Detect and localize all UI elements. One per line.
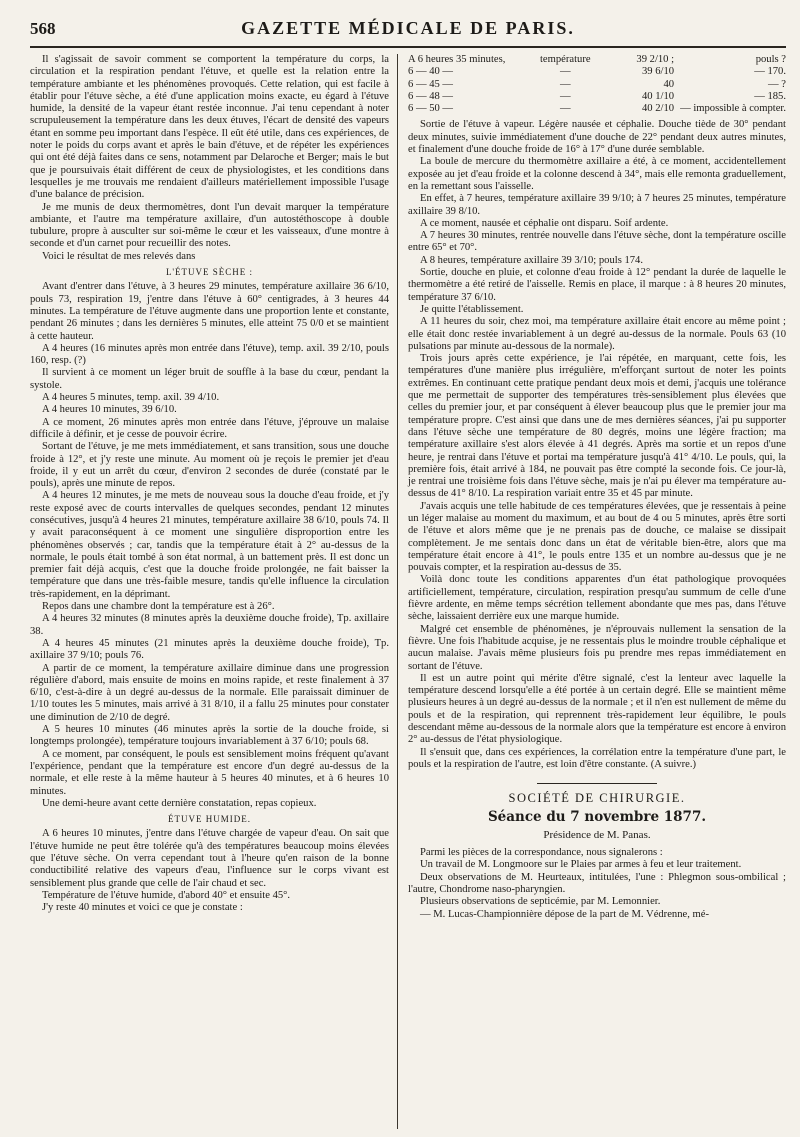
running-title: GAZETTE MÉDICALE DE PARIS. bbox=[241, 18, 575, 38]
paragraph: Un travail de M. Longmoore sur le Plaies par armes à feu et leur traitement. bbox=[420, 859, 742, 871]
paragraph: A 8 heures, température axillaire 39 3/10; pouls 174. bbox=[420, 254, 644, 266]
reading-label: température bbox=[539, 54, 591, 65]
paragraph: A partir de ce moment, la température axillaire diminue dans une progression régulière d'abord, mais ensuite de moins en moins rapide, et reste finalement à 37 6/10, c'est-à-dire à un degré au-dessus de la normale. Elle paraissait diminuer de 1/10 toutes les 5 minutes, mais arrivé à 31 8/10, il a fallu 25 minutes pour constater une diminution de 2/10 de degré. bbox=[30, 662, 389, 723]
right-column bbox=[398, 54, 786, 1129]
paragraph: A 6 heures 10 minutes, j'entre dans l'étuve chargée de vapeur d'eau. On sait que l'étuve humide ne peut être tolérée qu'à des températures beaucoup moins élevées que l'étuve sèche. On verra cependant tout à l'heure qu'en raison de la bonne conductibilité relative des vapeurs d'eau, l'influence sur le corps vivant est sensiblement plus grande que celle de l'air chaud et sec. bbox=[30, 828, 389, 889]
reading-pulse: — 185. bbox=[754, 90, 786, 102]
paragraph: A ce moment, nausée et céphalie ont disparu. Soif ardente. bbox=[420, 217, 669, 229]
paragraph: J'y reste 40 minutes et voici ce que je constate : bbox=[42, 902, 243, 914]
paragraph: Sortie, douche en pluie, et colonne d'eau froide à 12° pendant la durée de laquelle le thermomètre a été retiré de l'aisselle. Remis en place, il marque : à 8 heures 20 minutes, température 37 6/10. bbox=[408, 267, 786, 303]
reading-temperature: 39 2/10 ; bbox=[636, 54, 675, 65]
reading-time: 6 — 40 — bbox=[408, 66, 454, 78]
section-heading-etuve-humide: ÉTUVE HUMIDE. bbox=[168, 814, 251, 825]
paragraph: A 7 heures 30 minutes, rentrée nouvelle dans l'étuve sèche, dont la température oscille entre 65° et 70°. bbox=[408, 230, 786, 254]
reading-row bbox=[408, 103, 786, 115]
paragraph: Une demi-heure avant cette dernière constatation, repas copieux. bbox=[42, 797, 317, 809]
reading-pulse: — impossible à compter. bbox=[680, 103, 786, 115]
reading-row bbox=[408, 91, 786, 103]
paragraph: A 4 heures 10 minutes, 39 6/10. bbox=[42, 404, 177, 416]
reading-time: A 6 heures 35 minutes, bbox=[408, 54, 506, 65]
presidency-line: Présidence de M. Panas. bbox=[543, 828, 651, 841]
paragraph: Température de l'étuve humide, d'abord 40° et ensuite 45°. bbox=[42, 889, 291, 901]
paragraph: Avant d'entrer dans l'étuve, à 3 heures 29 minutes, température axillaire 36 6/10, pouls 73, respiration 19, j'entre dans l'étuve à 60° centigrades, à 3 heures 44 minutes. La température de l'étuve augmente dans une proportion lente et constante, pendant 26 minutes ; dans les dernières 5 minutes, elle atteint 75 0/0 et se maintient à cette hauteur. bbox=[30, 281, 389, 342]
reading-temperature: 40 2/10 bbox=[642, 103, 675, 115]
session-date-heading: Séance du 7 novembre 1877. bbox=[487, 808, 707, 825]
paragraph: J'avais acquis une telle habitude de ces températures élevées, que je ressentais à peine un léger malaise au moment du maximum, et au bout de 4 ou 5 minutes, après être sorti de l'étuve et alors même que je ne prenais pas de douche, ce malaise se dissipait complètement. Je me sentais donc dans un état de véritable bien-être, alors que ma température était encore à 41°, le pouls entre 135 et un nombre au-dessus que je ne pouvais compter, et la respiration au-dessus de 35. bbox=[408, 500, 786, 574]
reading-label: — bbox=[559, 103, 571, 115]
paragraph: A ce moment, 26 minutes après mon entrée dans l'étuve, j'éprouve un malaise difficile à définir, et je cesse de pouvoir écrire. bbox=[30, 416, 389, 440]
paragraph: Trois jours après cette expérience, je l'ai répétée, en marquant, cette fois, les températures d'une manière plus irrégulière, m'efforçant surtout de noter les points extrêmes. En continuant cette pratique pendant deux mois et demi, j'acquis une tolérance que me permettait de supporter des températures très-sensiblement plus élevées que celles du premier jour, et par conséquent à élever beaucoup plus que le premier jour ma température propre. C'est ainsi que dans une de mes dernières séances, j'ai pu supporter dans l'étuve sèche une température de 80 degrés, moins une légère fraction; ma température axillaire s'est alors élevée à 41 degrés. Après ma sortie et un repos d'une heure, je rentrai dans l'étuve et portai ma température jusqu'à 41° 4/10. Le pouls, qui, la première fois, était arrivé à 184, ne pouvait pas être compté la seconde fois. Ce jour-là, je rentrai une troisième fois dans l'étuve sèche, mais je n'ai pu élever ma température au-dessus de 41° 8/10. La respiration variait entre 35 et 45 par minute. bbox=[408, 353, 786, 500]
reading-row bbox=[408, 66, 786, 78]
paragraph: Malgré cet ensemble de phénomènes, je n'éprouvais nullement la sensation de la fièvre. Une fois l'habitude acquise, je ne ressentais plus le moindre trouble céphalique et aucun malaise. J'avais même plusieurs fois pu prendre mes repas immédiatement en sortant de l'étuve. bbox=[408, 623, 786, 672]
section-divider bbox=[537, 783, 657, 784]
reading-temperature: 40 1/10 bbox=[642, 90, 675, 102]
paragraph: Voici le résultat de mes relevés dans bbox=[42, 250, 196, 262]
paragraph: A 4 heures (16 minutes après mon entrée dans l'étuve), temp. axil. 39 2/10, pouls 160, resp. (?) bbox=[30, 342, 389, 367]
paragraph: Repos dans une chambre dont la température est à 26°. bbox=[42, 601, 275, 613]
reading-temperature: 39 6/10 bbox=[642, 66, 675, 78]
paragraph: Sortie de l'étuve à vapeur. Légère nausée et céphalie. Douche tiède de 30° pendant deux minutes, suivie immédiatement d'une douche de 22° pendant deux autres minutes, et finalement d'une douche froide de 16° à 17° d'une durée semblable. bbox=[408, 119, 786, 156]
paragraph: A 4 heures 32 minutes (8 minutes après la deuxième douche froide), Tp. axillaire 38. bbox=[30, 613, 389, 637]
reading-row bbox=[408, 79, 786, 91]
left-column bbox=[30, 54, 398, 1129]
reading-row bbox=[408, 54, 786, 66]
paragraph: Je me munis de deux thermomètres, dont l'un devait marquer la température ambiante, et l'autre ma température axillaire, d'un autostéthoscope à double tubulure, propre à ausculter sur soi-même le cœur et les vaisseaux, d'une montre à seconde et d'un carnet pour recueillir des notes. bbox=[30, 201, 389, 250]
paragraph: A 5 heures 10 minutes (46 minutes après la sortie de la douche froide, si longtemps prolongée), température toujours invariablement à 37 6/10; pouls 68. bbox=[30, 724, 389, 748]
paragraph: A ce moment, par conséquent, le pouls est sensiblement moins fréquent qu'avant l'expérience, pendant que la température est encore d'un degré au-dessus de la normale, et elle reste à la même hauteur à 5 heures 40 minutes, et à 6 heures 10 minutes. bbox=[30, 748, 389, 797]
paragraph-text: Il s'ensuit que, dans ces expériences, la corrélation entre la température d'une part, le pouls et la respiration de l'autre, est loin d'être constante. bbox=[408, 746, 786, 770]
paragraph: Je quitte l'établissement. bbox=[420, 303, 524, 315]
reading-pulse: pouls ? bbox=[755, 54, 786, 65]
paragraph: A 4 heures 45 minutes (21 minutes après la deuxième douche froide), Tp. axillaire 37 9/10; pouls 76. bbox=[30, 637, 389, 662]
reading-label: — bbox=[559, 78, 571, 90]
section-heading-etuve-seche: L'ÉTUVE SÈCHE : bbox=[165, 267, 254, 278]
reading-pulse: — 170. bbox=[754, 66, 786, 78]
paragraph: Il survient à ce moment un léger bruit de souffle à la base du cœur, pendant la systole. bbox=[30, 367, 389, 391]
paragraph: Il est un autre point qui mérite d'être signalé, c'est la lenteur avec laquelle la température descend lorsqu'elle a été portée à un certain degré. Elle se maintient même plusieurs heures à un degré au-dessus de la normale ; et il n'en est nullement de même du pouls et de la respiration, qui reprennent très-rapidement leur équilibre, le pouls descendant même au-dessous de la normale alors que la température est encore à environ 2° au-dessus de l'état physiologique. bbox=[408, 672, 786, 746]
page-header bbox=[30, 18, 786, 48]
reading-pulse: — ? bbox=[768, 78, 786, 90]
reading-label: — bbox=[559, 66, 571, 78]
page-number: 568 bbox=[30, 19, 56, 38]
paragraph: Plusieurs observations de septicémie, par M. Lemonnier. bbox=[420, 896, 661, 908]
paragraph: A 4 heures 12 minutes, je me mets de nouveau sous la douche d'eau froide, et j'y reste exposé avec de courts intervalles de quelques secondes, pendant 12 minutes consécutives, jusqu'à 4 heures 21 minutes, température axillaire 38 6/10, pouls 74. Il y avait paraconséquent à ce moment une singulière disproportion entre les phénomènes observés ; car, tandis que la température était à 2° au-dessus de la normale, le pouls était tombé à son état normal, à un battement près. Il est donc un premier fait déjà acquis, c'est que la douche froide prolongée, ne fait baisser la température que dans une très-faible mesure, tandis qu'elle influence la circulation très-rapidement, en la déprimant. bbox=[30, 490, 389, 600]
paragraph: Sortant de l'étuve, je me mets immédiatement, et sans transition, sous une douche froide à 12°, et j'y reste une minute. Au moment où je reçois le premier jet d'eau froide, il y eut un arrêt du cœur, d'environ 2 secondes de durée (constaté par le pouls), après une minute de repos. bbox=[30, 441, 389, 490]
paragraph: La boule de mercure du thermomètre axillaire a été, à ce moment, accidentellement exposée au jet d'eau froide et la colonne descend à 34°, mais elle remonta graduellement, en la remettant sous l'aisselle. bbox=[408, 156, 786, 192]
paragraph: Il s'agissait de savoir comment se comportent la température du corps, la circulation et la respiration pendant l'étuve, et quelle est la relation entre la température ambiante et les phénomènes provoqués. Cette relation, qui est facile à établir pour l'étuve sèche, a été d'une application moins exacte, eu égard à l'étuve humide, la densité de la vapeur étant restée inconnue. J'ai tenu cependant à noter scrupuleusement la température dans les deux étuves, l'écart de densité des vapeurs étant en somme peu important dans l'espèce. Il eût été utile, dans ces expériences, de noter le poids du corps avant et après le bain d'étuve, et de répéter les expériences qui ont été déjà faites dans ce sens, notamment par Delaroche et Berger; mais le but que je poursuivais était différent de ceux de physiologistes, et les conditions dans lesquelles je me trouvais me rendaient d'ailleurs matériellement impossible l'usage d'une balance de précision. bbox=[30, 54, 389, 201]
reading-label: — bbox=[559, 90, 571, 102]
two-column-body bbox=[30, 54, 786, 1129]
reading-temperature: 40 bbox=[663, 78, 675, 90]
society-title: SOCIÉTÉ DE CHIRURGIE. bbox=[508, 791, 686, 806]
paragraph: Parmi les pièces de la correspondance, nous signalerons : bbox=[420, 847, 663, 859]
paragraph: En effet, à 7 heures, température axillaire 39 9/10; à 7 heures 25 minutes, température axillaire 39 8/10. bbox=[408, 193, 786, 217]
to-be-continued: (A suivre.) bbox=[650, 758, 697, 770]
paragraph: Deux observations de M. Heurteaux, intitulées, l'une : Phlegmon sous-ombilical ; l'autre, Chondrome naso-pharyngien. bbox=[408, 871, 786, 895]
paragraph bbox=[408, 747, 786, 772]
readings-table bbox=[408, 54, 786, 115]
paragraph: — M. Lucas-Championnière dépose de la part de M. Védrenne, mé- bbox=[420, 908, 709, 920]
paragraph: Voilà donc toute les conditions apparentes d'un état pathologique provoquées artificiellement, température, circulation, respiration presqu'au summum de celle d'une fièvre ardente, en même temps sécrétion tellement abondante que mes pas, dans l'étuve sèche, laissaient derrière eux une marque humide. bbox=[408, 574, 786, 623]
reading-time: 6 — 45 — bbox=[408, 78, 454, 90]
paragraph: A 4 heures 5 minutes, temp. axil. 39 4/10. bbox=[42, 392, 220, 404]
paragraph: A 11 heures du soir, chez moi, ma température axillaire était encore au même point ; elle était donc restée invariablement à un degré au-dessus de la normale. Pouls 63 (10 pulsations par minute au-dessous de la normale). bbox=[408, 316, 786, 352]
reading-time: 6 — 50 — bbox=[408, 103, 454, 115]
reading-time: 6 — 48 — bbox=[408, 90, 454, 102]
